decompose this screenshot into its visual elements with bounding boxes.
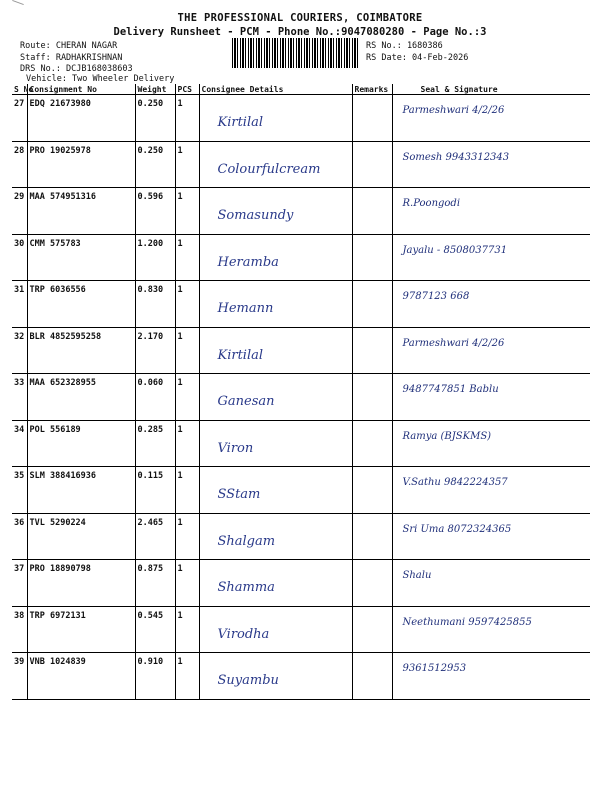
cell-sno-text: 33 bbox=[14, 378, 25, 388]
cell-pcs bbox=[175, 327, 199, 374]
cell-consignment-no bbox=[27, 606, 135, 653]
cell-sno-text: 35 bbox=[14, 471, 25, 481]
table-row bbox=[12, 560, 590, 607]
table-row bbox=[12, 281, 590, 328]
rs-date: RS Date: 04-Feb-2026 bbox=[366, 53, 469, 63]
cell-consignee bbox=[199, 606, 352, 653]
consignee-handwriting: Suyambu bbox=[217, 673, 279, 688]
cell-sno-text: 30 bbox=[14, 238, 25, 249]
signature-handwriting: Sri Uma 8072324365 bbox=[402, 523, 512, 535]
signature-handwriting: Shalu bbox=[402, 570, 432, 581]
signature-handwriting: 9361512953 bbox=[402, 663, 467, 674]
table-row bbox=[12, 188, 590, 235]
company-title: THE PROFESSIONAL COURIERS, COIMBATORE bbox=[177, 12, 423, 24]
cell-sno-text: 27 bbox=[14, 99, 25, 109]
consignee-handwriting: Colourfulcream bbox=[217, 161, 321, 177]
cell-sno-text: 31 bbox=[14, 285, 25, 295]
cell-consignment-no-text: MAA 652328955 bbox=[29, 378, 97, 388]
drs-number: DRS No.: DCJB168038603 bbox=[20, 64, 133, 74]
cell-pcs-text: 1 bbox=[177, 99, 183, 109]
route-label: Route: CHERAN NAGAR bbox=[20, 41, 118, 51]
cell-consignment-no bbox=[27, 95, 135, 142]
cell-consignment-no-text: EDQ 21673980 bbox=[29, 99, 91, 109]
cell-consignee bbox=[199, 560, 352, 607]
signature-handwriting: Somesh 9943312343 bbox=[402, 151, 510, 163]
cell-consignment-no-text: CMM 575783 bbox=[29, 238, 81, 249]
cell-weight-text: 0.250 bbox=[137, 145, 164, 156]
cell-remarks bbox=[352, 141, 392, 188]
table-row bbox=[12, 420, 590, 467]
cell-sno-text: 37 bbox=[14, 564, 25, 574]
cell-weight bbox=[135, 467, 175, 514]
cell-consignment-no-text: BLR 4852595258 bbox=[29, 331, 102, 342]
cell-remarks bbox=[352, 234, 392, 281]
runsheet-table bbox=[12, 84, 590, 700]
cell-consignee bbox=[199, 188, 352, 235]
cell-signature bbox=[392, 653, 590, 700]
staff-label: Staff: RADHAKRISHNAN bbox=[20, 53, 123, 63]
signature-handwriting: Parmeshwari 4/2/26 bbox=[402, 105, 505, 116]
col-consignment: Consignment No bbox=[27, 84, 135, 95]
cell-sno-text: 39 bbox=[14, 657, 25, 667]
cell-consignment-no-text: PRO 19025978 bbox=[29, 145, 91, 156]
consignee-handwriting: Heramba bbox=[217, 254, 279, 270]
cell-weight bbox=[135, 234, 175, 281]
cell-signature bbox=[392, 234, 590, 281]
table-row bbox=[12, 95, 590, 142]
signature-handwriting: 9787123 668 bbox=[402, 291, 470, 302]
cell-sno bbox=[12, 420, 27, 467]
cell-consignee bbox=[199, 234, 352, 281]
cell-sno bbox=[12, 327, 27, 374]
scan-mark bbox=[12, 0, 24, 5]
cell-consignment-no bbox=[27, 281, 135, 328]
cell-consignment-no-text: TVL 5290224 bbox=[29, 517, 86, 528]
cell-pcs bbox=[175, 606, 199, 653]
cell-consignment-no bbox=[27, 374, 135, 421]
cell-signature bbox=[392, 95, 590, 142]
cell-remarks bbox=[352, 606, 392, 653]
cell-sno-text: 38 bbox=[14, 610, 25, 621]
cell-consignment-no-text: PRO 18890798 bbox=[29, 564, 91, 574]
cell-weight-text: 0.910 bbox=[137, 657, 164, 667]
cell-weight bbox=[135, 420, 175, 467]
cell-pcs-text: 1 bbox=[177, 145, 183, 156]
table-row bbox=[12, 467, 590, 514]
cell-consignment-no bbox=[27, 420, 135, 467]
cell-pcs-text: 1 bbox=[177, 285, 183, 295]
cell-sno bbox=[12, 606, 27, 653]
consignee-handwriting: Ganesan bbox=[217, 394, 275, 409]
cell-pcs bbox=[175, 653, 199, 700]
cell-remarks bbox=[352, 95, 392, 142]
cell-pcs-text: 1 bbox=[177, 610, 183, 621]
cell-weight bbox=[135, 560, 175, 607]
cell-consignment-no bbox=[27, 327, 135, 374]
col-remarks: Remarks bbox=[352, 84, 392, 95]
cell-sno bbox=[12, 141, 27, 188]
cell-pcs bbox=[175, 281, 199, 328]
cell-sno bbox=[12, 653, 27, 700]
col-consignee: Consignee Details bbox=[199, 84, 352, 95]
cell-consignment-no bbox=[27, 188, 135, 235]
cell-pcs-text: 1 bbox=[177, 471, 183, 481]
signature-handwriting: Neethumani 9597425855 bbox=[402, 616, 532, 628]
cell-consignee bbox=[199, 420, 352, 467]
cell-weight-text: 0.115 bbox=[137, 471, 164, 481]
cell-weight-text: 0.830 bbox=[137, 285, 164, 295]
cell-consignee bbox=[199, 281, 352, 328]
cell-weight bbox=[135, 281, 175, 328]
cell-remarks bbox=[352, 281, 392, 328]
cell-pcs-text: 1 bbox=[177, 564, 183, 574]
cell-signature bbox=[392, 281, 590, 328]
cell-signature bbox=[392, 141, 590, 188]
cell-remarks bbox=[352, 653, 392, 700]
cell-weight-text: 1.200 bbox=[137, 238, 164, 249]
cell-pcs bbox=[175, 95, 199, 142]
cell-pcs-text: 1 bbox=[177, 657, 183, 667]
table-row bbox=[12, 374, 590, 421]
cell-consignee bbox=[199, 141, 352, 188]
cell-remarks bbox=[352, 374, 392, 421]
cell-remarks bbox=[352, 513, 392, 560]
cell-sno bbox=[12, 513, 27, 560]
barcode-image bbox=[232, 38, 360, 68]
cell-consignment-no-text: SLM 388416936 bbox=[29, 471, 97, 481]
cell-signature bbox=[392, 513, 590, 560]
signature-handwriting: Jayalu - 8508037731 bbox=[402, 244, 508, 256]
cell-consignment-no-text: MAA 574951316 bbox=[29, 192, 97, 202]
cell-consignment-no bbox=[27, 513, 135, 560]
cell-consignment-no bbox=[27, 141, 135, 188]
cell-signature bbox=[392, 188, 590, 235]
consignee-handwriting: Shalgam bbox=[217, 533, 276, 549]
cell-pcs-text: 1 bbox=[177, 238, 183, 249]
cell-signature bbox=[392, 374, 590, 421]
consignee-handwriting: Shamma bbox=[217, 580, 275, 595]
cell-pcs-text: 1 bbox=[177, 192, 183, 202]
cell-sno-text: 29 bbox=[14, 192, 25, 202]
cell-consignee bbox=[199, 513, 352, 560]
cell-sno bbox=[12, 188, 27, 235]
cell-pcs bbox=[175, 188, 199, 235]
cell-sno-text: 32 bbox=[14, 331, 25, 342]
cell-remarks bbox=[352, 560, 392, 607]
cell-consignment-no bbox=[27, 653, 135, 700]
cell-signature bbox=[392, 327, 590, 374]
col-sno: S No bbox=[14, 84, 34, 94]
cell-weight-text: 0.285 bbox=[137, 424, 164, 435]
cell-consignment-no bbox=[27, 560, 135, 607]
cell-remarks bbox=[352, 420, 392, 467]
cell-sno-text: 34 bbox=[14, 424, 25, 435]
cell-consignee bbox=[199, 374, 352, 421]
runsheet-subtitle: Delivery Runsheet - PCM - Phone No.:9047080280 - Page No.:3 bbox=[113, 26, 487, 38]
cell-pcs-text: 1 bbox=[177, 517, 183, 528]
cell-weight bbox=[135, 95, 175, 142]
cell-sno bbox=[12, 467, 27, 514]
table-row bbox=[12, 141, 590, 188]
table-row bbox=[12, 606, 590, 653]
table-row bbox=[12, 327, 590, 374]
table-row bbox=[12, 653, 590, 700]
cell-weight-text: 0.875 bbox=[137, 564, 164, 574]
consignee-handwriting: Virodha bbox=[217, 626, 270, 642]
cell-weight bbox=[135, 141, 175, 188]
signature-handwriting: R.Poongodi bbox=[402, 198, 461, 209]
cell-signature bbox=[392, 420, 590, 467]
cell-remarks bbox=[352, 327, 392, 374]
table-header-row bbox=[12, 84, 590, 95]
consignee-handwriting: Viron bbox=[217, 440, 254, 456]
cell-pcs bbox=[175, 374, 199, 421]
col-signature: Seal & Signature bbox=[392, 84, 590, 95]
cell-consignment-no-text: POL 556189 bbox=[29, 424, 81, 435]
cell-pcs bbox=[175, 560, 199, 607]
table-row bbox=[12, 234, 590, 281]
cell-weight-text: 0.250 bbox=[137, 99, 164, 109]
signature-handwriting: V.Sathu 9842224357 bbox=[402, 477, 508, 488]
cell-weight bbox=[135, 327, 175, 374]
cell-sno bbox=[12, 374, 27, 421]
cell-signature bbox=[392, 560, 590, 607]
cell-consignment-no bbox=[27, 467, 135, 514]
cell-weight bbox=[135, 374, 175, 421]
cell-weight bbox=[135, 188, 175, 235]
cell-weight bbox=[135, 606, 175, 653]
cell-weight bbox=[135, 653, 175, 700]
consignee-handwriting: Somasundy bbox=[217, 208, 294, 223]
cell-pcs-text: 1 bbox=[177, 331, 183, 342]
consignee-handwriting: SStam bbox=[217, 487, 261, 502]
rs-number: RS No.: 1680386 bbox=[366, 41, 443, 51]
col-weight: Weight bbox=[135, 84, 175, 95]
cell-weight-text: 2.465 bbox=[137, 517, 164, 528]
cell-sno bbox=[12, 281, 27, 328]
consignee-handwriting: Kirtilal bbox=[217, 115, 264, 130]
cell-pcs-text: 1 bbox=[177, 378, 183, 388]
cell-consignment-no-text: TRP 6972131 bbox=[29, 610, 86, 621]
cell-weight-text: 0.596 bbox=[137, 192, 164, 202]
signature-handwriting: Parmeshwari 4/2/26 bbox=[402, 337, 505, 349]
cell-consignment-no-text: VNB 1024839 bbox=[29, 657, 86, 667]
signature-handwriting: Ramya (BJSKMS) bbox=[402, 430, 492, 442]
cell-weight bbox=[135, 513, 175, 560]
cell-consignee bbox=[199, 95, 352, 142]
cell-signature bbox=[392, 467, 590, 514]
vehicle-label: Vehicle: Two Wheeler Delivery bbox=[26, 74, 175, 84]
cell-pcs bbox=[175, 141, 199, 188]
cell-pcs bbox=[175, 420, 199, 467]
cell-consignee bbox=[199, 467, 352, 514]
col-pcs: PCS bbox=[175, 84, 199, 95]
cell-sno bbox=[12, 95, 27, 142]
table-row bbox=[12, 513, 590, 560]
cell-remarks bbox=[352, 467, 392, 514]
cell-weight-text: 0.545 bbox=[137, 610, 164, 621]
cell-pcs bbox=[175, 467, 199, 514]
cell-signature bbox=[392, 606, 590, 653]
signature-handwriting: 9487747851 Bablu bbox=[402, 384, 499, 395]
cell-pcs bbox=[175, 513, 199, 560]
cell-sno bbox=[12, 560, 27, 607]
cell-sno bbox=[12, 234, 27, 281]
cell-weight-text: 0.060 bbox=[137, 378, 164, 388]
cell-remarks bbox=[352, 188, 392, 235]
cell-pcs-text: 1 bbox=[177, 424, 183, 435]
cell-consignee bbox=[199, 653, 352, 700]
cell-sno-text: 28 bbox=[14, 145, 25, 156]
cell-consignee bbox=[199, 327, 352, 374]
cell-consignment-no-text: TRP 6036556 bbox=[29, 285, 86, 295]
cell-consignment-no bbox=[27, 234, 135, 281]
consignee-handwriting: Kirtilal bbox=[217, 347, 264, 363]
consignee-handwriting: Hemann bbox=[217, 301, 274, 316]
cell-pcs bbox=[175, 234, 199, 281]
cell-weight-text: 2.170 bbox=[137, 331, 164, 342]
cell-sno-text: 36 bbox=[14, 517, 25, 528]
